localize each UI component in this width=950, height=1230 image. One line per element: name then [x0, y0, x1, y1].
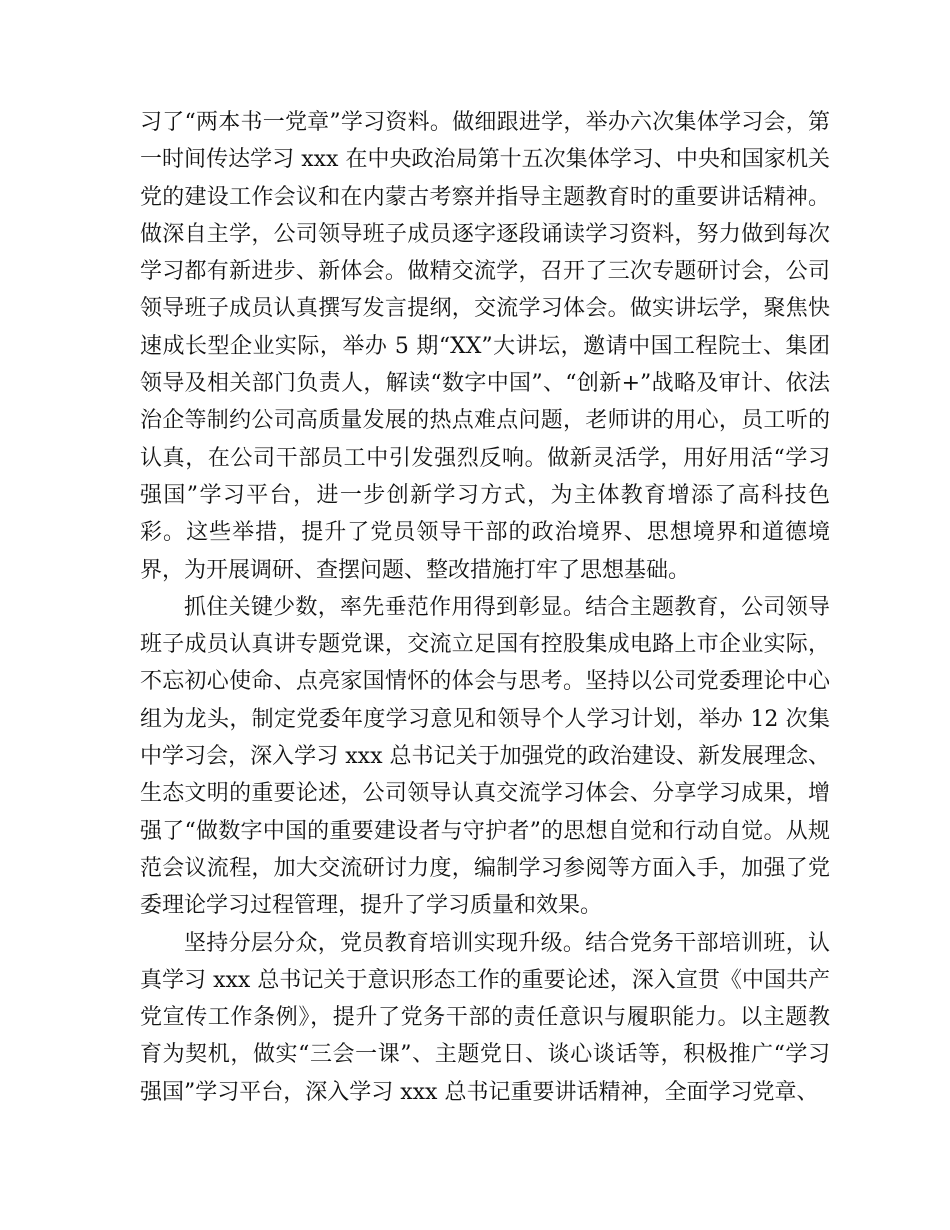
document-body	[140, 104, 830, 1111]
paragraph-2: 抓住关键少数，率先垂范作用得到彰显。结合主题教育，公司领导班子成员认真讲专题党课，交流立足国有控股集成电路上市企业实际，不忘初心使命、点亮家国情怀的体会与思考。坚持以公司党委理论中心组为龙头，制定党委年度学习意见和领导个人学习计划，举办 12 次集中学习会，深入学习 xxx 总书记关于加强党的政治建设、新发展理念、生态文明的重要论述，公司领导认真交流学习体会、分享学习成果，增强了“做数字中国的重要建设者与守护者”的思想自觉和行动自觉。从规范会议流程，加大交流研讨力度，编制学习参阅等方面入手，加强了党委理论学习过程管理，提升了学习质量和效果。	[140, 594, 830, 919]
paragraph-3: 坚持分层分众，党员教育培训实现升级。结合党务干部培训班，认真学习 xxx 总书记关于意识形态工作的重要论述，深入宣贯《中国共产党宣传工作条例》，提升了党务干部的责任意识与履职能力。以主题教育为契机，做实“三会一课”、主题党日、谈心谈话等，积极推广“学习强国”学习平台，深入学习 xxx 总书记重要讲话精神，全面学习党章、	[140, 930, 830, 1105]
paragraph-1: 习了“两本书一党章”学习资料。做细跟进学，举办六次集体学习会，第一时间传达学习 xxx 在中央政治局第十五次集体学习、中央和国家机关党的建设工作会议和在内蒙古考察并指导主题教育时的重要讲话精神。做深自主学，公司领导班子成员逐字逐段诵读学习资料，努力做到每次学习都有新进步、新体会。做精交流学，召开了三次专题研讨会，公司领导班子成员认真撰写发言提纲，交流学习体会。做实讲坛学，聚焦快速成长型企业实际，举办 5 期“XX”大讲坛，邀请中国工程院士、集团领导及相关部门负责人，解读“数字中国”、“创新+”战略及审计、依法治企等制约公司高质量发展的热点难点问题，老师讲的用心，员工听的认真，在公司干部员工中引发强烈反响。做新灵活学，用好用活“学习强国”学习平台，进一步创新学习方式，为主体教育增添了高科技色彩。这些举措，提升了党员领导干部的政治境界、思想境界和道德境界，为开展调研、查摆问题、整改措施打牢了思想基础。	[140, 110, 830, 583]
